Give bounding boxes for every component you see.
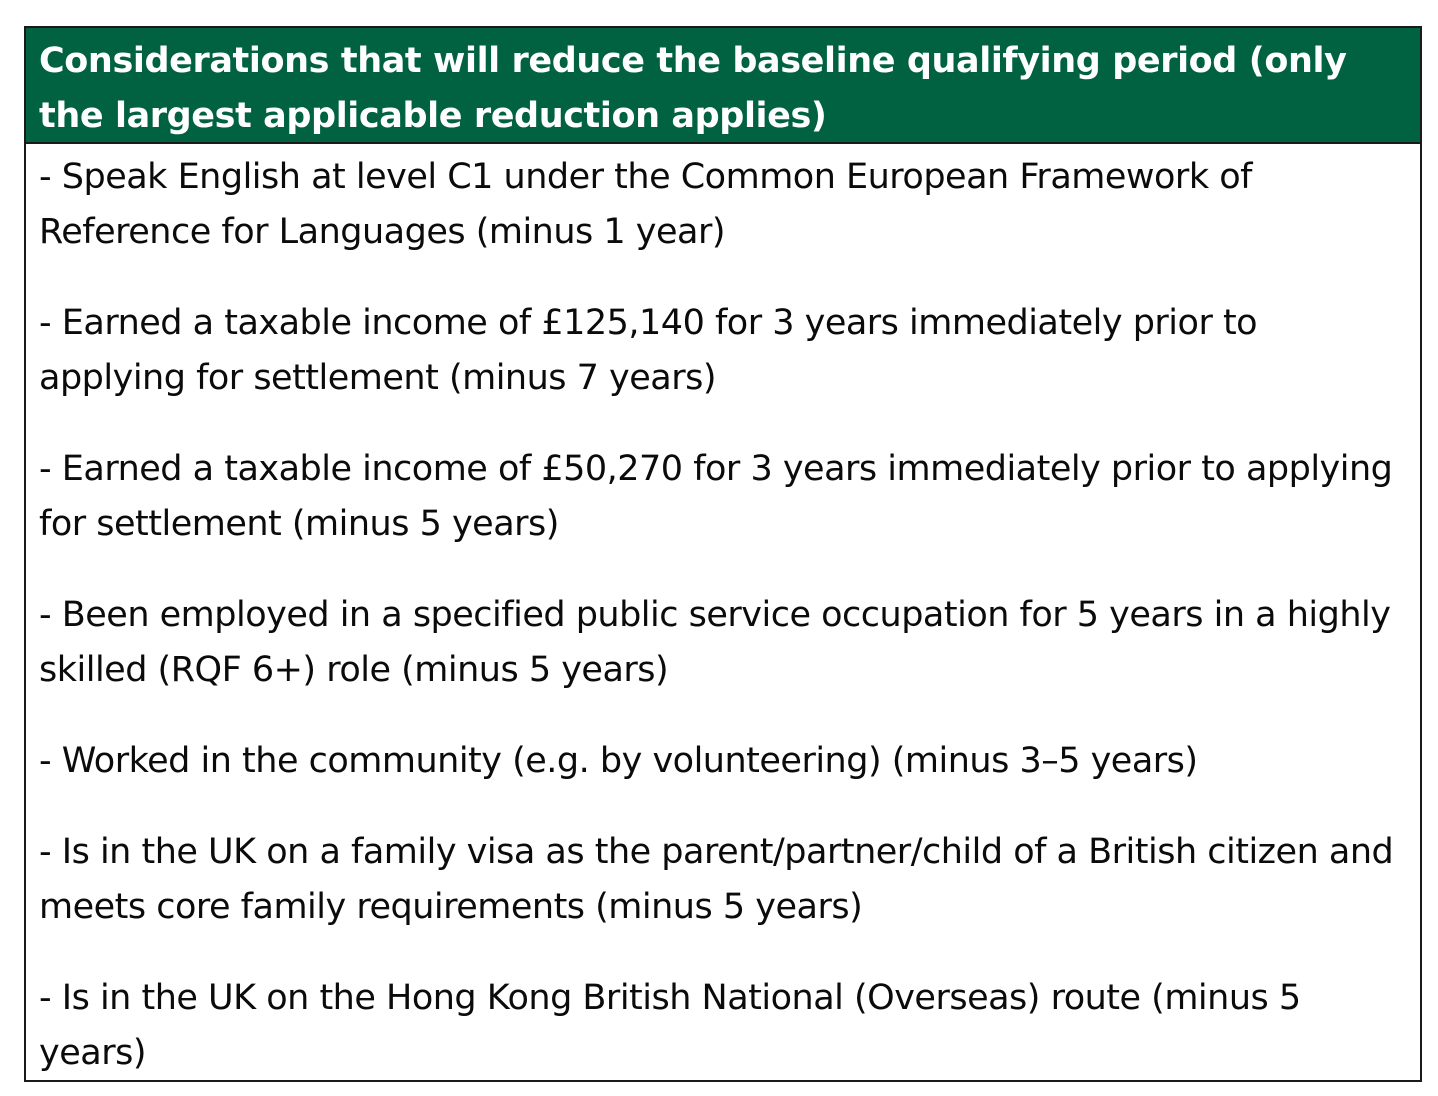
list-item-community-work: - Worked in the community (e.g. by volunteering) (minus 3–5 years)	[39, 741, 1198, 781]
list-item-public-service: - Been employed in a specified public service occupation for 5 years in a highly skilled (RQF 6+) role (minus 5 years)	[39, 595, 1391, 690]
list-item-english-c1: - Speak English at level C1 under the Common European Framework of Reference for Languages (minus 1 year)	[39, 157, 1252, 252]
considerations-list	[26, 144, 1420, 1081]
list-item-hong-kong-bno: - Is in the UK on the Hong Kong British National (Overseas) route (minus 5 years)	[39, 978, 1301, 1073]
list-item-income-125140: - Earned a taxable income of £125,140 for 3 years immediately prior to applying for settlement (minus 7 years)	[39, 303, 1258, 398]
considerations-table	[24, 26, 1422, 1082]
table-header: Considerations that will reduce the baseline qualifying period (only the largest applicable reduction applies)	[26, 28, 1420, 144]
list-item-income-50270: - Earned a taxable income of £50,270 for 3 years immediately prior to applying for settlement (minus 5 years)	[39, 449, 1393, 544]
list-item-family-visa: - Is in the UK on a family visa as the parent/partner/child of a British citizen and meets core family requirements (minus 5 years)	[39, 832, 1394, 927]
